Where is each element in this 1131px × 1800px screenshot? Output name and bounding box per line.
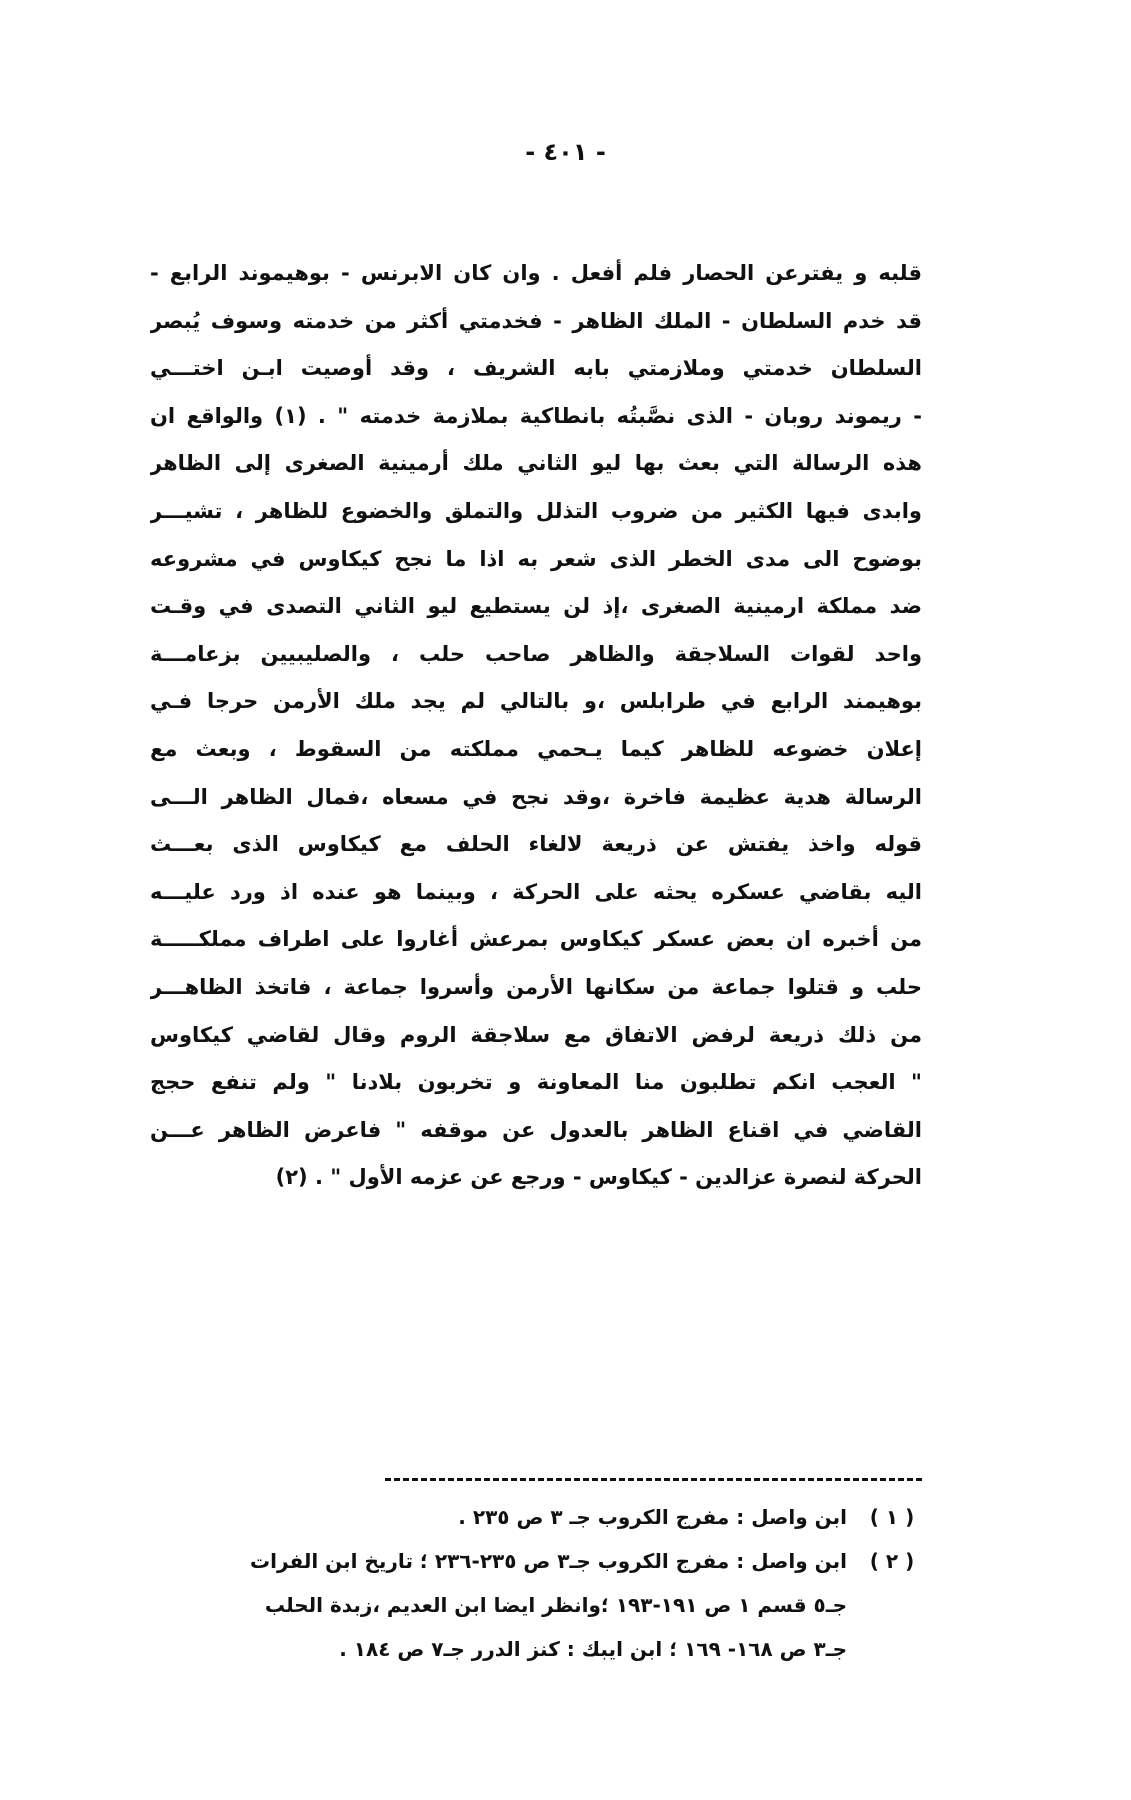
body-line: واحد لقوات السلاجقة والظاهر صاحب حلب ، والصليبيين بزعامـــة xyxy=(150,641,922,666)
body-line: وابدى فيها الكثير من ضروب التذلل والتملق والخضوع للظاهر ، تشيـــر xyxy=(150,498,922,523)
footnote-2-cont xyxy=(150,1583,922,1627)
body-line: الرسالة هدية عظيمة فاخرة ،وقد نجح في مسعاه ،فمال الظاهر الـــى xyxy=(150,784,922,809)
body-line: ضد مملكة ارمينية الصغرى ،إذ لن يستطيع ليو الثاني التصدى في وقـت xyxy=(150,594,922,619)
footnote-text: ابن واصل : مفرج الكروب جـ ٣ ص ٢٣٥ . xyxy=(458,1505,847,1529)
body-line: القاضي في اقناع الظاهر بالعدول عن موقفه " فاعرض الظاهر عـــن xyxy=(150,1117,922,1142)
body-line: السلطان خدمتي وملازمتي بابه الشريف ، وقد أوصيت ابـن اختـــي xyxy=(150,356,922,381)
body-line: إعلان خضوعه للظاهر كيما يـحمي مملكته من السقوط ، وبعث مع xyxy=(150,736,922,761)
body-line: حلب و قتلوا جماعة من سكانها الأرمن وأسروا جماعة ، فاتخذ الظاهـــر xyxy=(150,974,922,999)
body-line: اليه بقاضي عسكره يحثه على الحركة ، وبينما هو عنده اذ ورد عليـــه xyxy=(150,879,922,904)
footnote-1 xyxy=(150,1495,922,1539)
body-line: قد خدم السلطان - الملك الظاهر - فخدمتي أكثر من خدمته وسوف يُبصر xyxy=(150,308,922,333)
body-line: بوضوح الى مدى الخطر الذى شعر به اذا ما نجح كيكاوس في مشروعه xyxy=(150,546,922,571)
body-line: بوهيمند الرابع في طرابلس ،و بالتالي لم يجد ملك الأرمن حرجا فـي xyxy=(150,689,922,714)
body-line: - ريموند روبان - الذى نصَّبتُه بانطاكية بملازمة خدمته " . (١) والواقع ان xyxy=(150,403,922,428)
body-text xyxy=(150,250,922,1202)
footnote-2-cont xyxy=(150,1627,922,1671)
footnote-separator xyxy=(385,1478,922,1481)
footnote-number: ( ٢ ) xyxy=(869,1549,915,1573)
page-number: - ٤٠١ - xyxy=(525,138,606,166)
footnote-text: جـ٥ قسم ١ ص ١٩١-١٩٣ ؛وانظر ايضا ابن العديم ،زبدة الحلب xyxy=(264,1593,847,1617)
body-line: قلبه و يفترعن الحصار فلم أفعل . وان كان الابرنس - بوهيموند الرابع - xyxy=(150,261,922,285)
footnote-2 xyxy=(150,1539,922,1583)
body-line: " العجب انكم تطلبون منا المعاونة و تخربون بلادنا " ولم تنفع حجج xyxy=(150,1070,922,1095)
body-line: من أخبره ان بعض عسكر كيكاوس بمرعش أغاروا على اطراف مملكـــــة xyxy=(150,927,922,952)
body-line: الحركة لنصرة عزالدين - كيكاوس - ورجع عن عزمه الأول " . (٢) xyxy=(275,1165,922,1190)
body-line: من ذلك ذريعة لرفض الاتفاق مع سلاجقة الروم وقال لقاضي كيكاوس xyxy=(150,1022,922,1047)
footnote-number: ( ١ ) xyxy=(869,1505,915,1529)
body-line: قوله واخذ يفتش عن ذريعة لالغاء الحلف مع كيكاوس الذى بعـــث xyxy=(150,832,922,857)
footnotes xyxy=(150,1495,922,1671)
footnote-text: جـ٣ ص ١٦٨- ١٦٩ ؛ ابن ايبك : كنز الدرر جـ٧ ص ١٨٤ . xyxy=(339,1637,847,1661)
body-line: هذه الرسالة التي بعث بها ليو الثاني ملك أرمينية الصغرى إلى الظاهر xyxy=(150,451,922,476)
footnote-text: ابن واصل : مفرج الكروب جـ٣ ص ٢٣٥-٢٣٦ ؛ تاريخ ابن الفرات xyxy=(250,1549,847,1573)
